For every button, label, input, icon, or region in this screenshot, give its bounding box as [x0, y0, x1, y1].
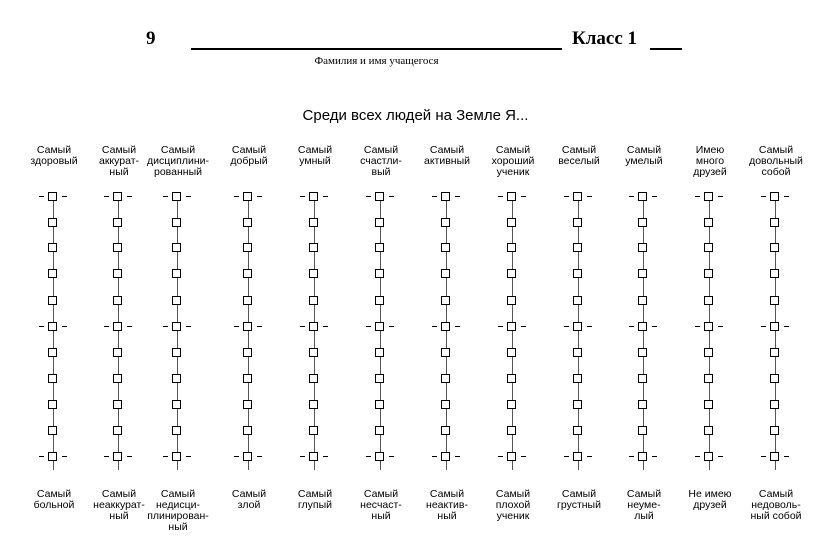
scale-top-label: Имею много друзей	[693, 144, 727, 178]
rating-checkbox[interactable]	[375, 374, 384, 383]
rating-checkbox[interactable]	[704, 374, 713, 383]
rating-checkbox[interactable]	[309, 452, 318, 461]
rating-checkbox[interactable]	[441, 348, 450, 357]
rating-checkbox[interactable]	[441, 322, 450, 331]
scale-tick-mark	[62, 326, 67, 327]
rating-checkbox[interactable]	[770, 218, 779, 227]
rating-checkbox[interactable]	[375, 348, 384, 357]
scale-tick-mark	[455, 196, 460, 197]
scale-tick-mark	[104, 326, 109, 327]
scale-tick-mark	[784, 456, 789, 457]
scale-tick-mark	[104, 456, 109, 457]
scale-tick-mark	[695, 196, 700, 197]
rating-checkbox[interactable]	[638, 400, 647, 409]
scale-tick-mark	[587, 196, 592, 197]
rating-checkbox[interactable]	[638, 218, 647, 227]
rating-checkbox[interactable]	[704, 426, 713, 435]
rating-checkbox[interactable]	[573, 269, 582, 278]
rating-checkbox[interactable]	[48, 374, 57, 383]
rating-checkbox[interactable]	[309, 426, 318, 435]
scale-tick-mark	[234, 326, 239, 327]
rating-checkbox[interactable]	[507, 426, 516, 435]
rating-checkbox[interactable]	[507, 192, 516, 201]
rating-checkbox[interactable]	[573, 400, 582, 409]
rating-checkbox[interactable]	[770, 322, 779, 331]
scale-tick-mark	[62, 456, 67, 457]
rating-checkbox[interactable]	[309, 400, 318, 409]
rating-checkbox[interactable]	[172, 374, 181, 383]
rating-checkbox[interactable]	[243, 192, 252, 201]
rating-checkbox[interactable]	[48, 269, 57, 278]
scale-tick-mark	[587, 456, 592, 457]
rating-checkbox[interactable]	[113, 348, 122, 357]
scale-tick-mark	[163, 196, 168, 197]
rating-checkbox[interactable]	[507, 269, 516, 278]
rating-checkbox[interactable]	[113, 243, 122, 252]
rating-checkbox[interactable]	[638, 426, 647, 435]
scale-bottom-label: Самый недисци- плинирован- ный	[147, 488, 209, 533]
rating-checkbox[interactable]	[48, 426, 57, 435]
rating-checkbox[interactable]	[704, 452, 713, 461]
rating-checkbox[interactable]	[243, 426, 252, 435]
rating-checkbox[interactable]	[172, 400, 181, 409]
rating-checkbox[interactable]	[113, 218, 122, 227]
rating-scale	[415, 188, 479, 482]
scale-tick-mark	[39, 456, 44, 457]
scale-top-label: Самый веселый	[558, 144, 600, 167]
rating-checkbox[interactable]	[48, 296, 57, 305]
scale-tick-mark	[389, 196, 394, 197]
scale-tick-mark	[323, 456, 328, 457]
scale-tick-mark	[564, 326, 569, 327]
rating-checkbox[interactable]	[172, 269, 181, 278]
rating-checkbox[interactable]	[48, 322, 57, 331]
rating-checkbox[interactable]	[638, 192, 647, 201]
scale-bottom-label: Самый недоволь- ный собой	[750, 488, 802, 522]
name-caption: Фамилия и имя учащегося	[314, 55, 439, 67]
scale-bottom-label: Самый грустный	[557, 488, 601, 511]
rating-checkbox[interactable]	[309, 243, 318, 252]
rating-checkbox[interactable]	[48, 243, 57, 252]
scale-bottom-label: Самый больной	[33, 488, 75, 511]
scale-tick-mark	[564, 196, 569, 197]
rating-checkbox[interactable]	[573, 348, 582, 357]
rating-checkbox[interactable]	[704, 218, 713, 227]
rating-checkbox[interactable]	[309, 296, 318, 305]
scale-tick-mark	[629, 196, 634, 197]
rating-checkbox[interactable]	[375, 269, 384, 278]
scale-top-label: Самый дисциплини- рованный	[147, 144, 209, 178]
scale-tick-mark	[300, 326, 305, 327]
scale-bottom-label: Самый глупый	[297, 488, 333, 511]
scale-top-label: Самый счастли- вый	[360, 144, 402, 178]
rating-checkbox[interactable]	[309, 322, 318, 331]
rating-checkbox[interactable]	[638, 243, 647, 252]
rating-checkbox[interactable]	[309, 269, 318, 278]
scale-tick-mark	[104, 196, 109, 197]
rating-checkbox[interactable]	[441, 452, 450, 461]
header-line	[0, 28, 831, 58]
rating-checkbox[interactable]	[172, 452, 181, 461]
rating-checkbox[interactable]	[704, 269, 713, 278]
scale-tick-mark	[432, 196, 437, 197]
rating-checkbox[interactable]	[48, 218, 57, 227]
rating-checkbox[interactable]	[441, 218, 450, 227]
rating-checkbox[interactable]	[375, 452, 384, 461]
rating-checkbox[interactable]	[441, 400, 450, 409]
scale-tick-mark	[234, 196, 239, 197]
scale-tick-mark	[62, 196, 67, 197]
rating-checkbox[interactable]	[704, 243, 713, 252]
rating-checkbox[interactable]	[113, 400, 122, 409]
rating-checkbox[interactable]	[48, 452, 57, 461]
rating-checkbox[interactable]	[441, 374, 450, 383]
rating-checkbox[interactable]	[507, 374, 516, 383]
scale-tick-mark	[498, 326, 503, 327]
rating-checkbox[interactable]	[573, 192, 582, 201]
rating-checkbox[interactable]	[375, 322, 384, 331]
scale-tick-mark	[718, 456, 723, 457]
rating-checkbox[interactable]	[113, 452, 122, 461]
rating-checkbox[interactable]	[113, 296, 122, 305]
scale-tick-mark	[761, 456, 766, 457]
scale-tick-mark	[389, 326, 394, 327]
rating-checkbox[interactable]	[704, 192, 713, 201]
rating-checkbox[interactable]	[507, 218, 516, 227]
rating-checkbox[interactable]	[172, 348, 181, 357]
rating-checkbox[interactable]	[441, 269, 450, 278]
rating-checkbox[interactable]	[172, 296, 181, 305]
rating-scale	[481, 188, 545, 482]
rating-checkbox[interactable]	[638, 348, 647, 357]
scale-tick-mark	[257, 196, 262, 197]
rating-scale	[744, 188, 808, 482]
scale-tick-mark	[432, 326, 437, 327]
rating-checkbox[interactable]	[770, 269, 779, 278]
scale-tick-mark	[257, 326, 262, 327]
scale-tick-mark	[163, 456, 168, 457]
rating-checkbox[interactable]	[704, 322, 713, 331]
rating-checkbox[interactable]	[573, 243, 582, 252]
scale-tick-mark	[521, 456, 526, 457]
rating-checkbox[interactable]	[770, 243, 779, 252]
scale-bottom-label: Самый несчаст- ный	[360, 488, 402, 522]
scale-tick-mark	[521, 326, 526, 327]
scale-tick-mark	[629, 456, 634, 457]
scale-tick-mark	[127, 456, 132, 457]
scales-title: Среди всех людей на Земле Я...	[302, 107, 529, 124]
scale-tick-mark	[629, 326, 634, 327]
rating-scale	[349, 188, 413, 482]
scale-tick-mark	[498, 456, 503, 457]
rating-checkbox[interactable]	[507, 400, 516, 409]
scale-tick-mark	[652, 456, 657, 457]
rating-checkbox[interactable]	[113, 322, 122, 331]
rating-checkbox[interactable]	[770, 192, 779, 201]
scale-tick-mark	[163, 326, 168, 327]
rating-checkbox[interactable]	[113, 192, 122, 201]
rating-checkbox[interactable]	[770, 296, 779, 305]
rating-checkbox[interactable]	[243, 243, 252, 252]
rating-scale	[217, 188, 281, 482]
scale-tick-mark	[564, 456, 569, 457]
rating-checkbox[interactable]	[243, 348, 252, 357]
scale-tick-mark	[127, 196, 132, 197]
rating-checkbox[interactable]	[507, 452, 516, 461]
scale-tick-mark	[587, 326, 592, 327]
rating-checkbox[interactable]	[375, 296, 384, 305]
scale-tick-mark	[366, 326, 371, 327]
rating-checkbox[interactable]	[507, 322, 516, 331]
scale-bottom-label: Самый плохой ученик	[495, 488, 531, 522]
rating-checkbox[interactable]	[113, 426, 122, 435]
scale-tick-mark	[323, 326, 328, 327]
scale-top-label: Самый добрый	[230, 144, 268, 167]
scale-tick-mark	[652, 326, 657, 327]
rating-checkbox[interactable]	[573, 426, 582, 435]
scale-top-label: Самый умелый	[625, 144, 663, 167]
rating-checkbox[interactable]	[375, 426, 384, 435]
rating-checkbox[interactable]	[441, 296, 450, 305]
scale-tick-mark	[784, 326, 789, 327]
scale-tick-mark	[366, 196, 371, 197]
rating-checkbox[interactable]	[172, 192, 181, 201]
rating-checkbox[interactable]	[309, 348, 318, 357]
scale-tick-mark	[234, 456, 239, 457]
rating-checkbox[interactable]	[770, 400, 779, 409]
rating-checkbox[interactable]	[573, 322, 582, 331]
rating-checkbox[interactable]	[172, 426, 181, 435]
rating-checkbox[interactable]	[243, 269, 252, 278]
scale-bottom-label: Не имею друзей	[688, 488, 732, 511]
scale-top-label: Самый аккурат- ный	[98, 144, 140, 178]
rating-checkbox[interactable]	[638, 296, 647, 305]
rating-checkbox[interactable]	[638, 322, 647, 331]
scale-tick-mark	[366, 456, 371, 457]
rating-checkbox[interactable]	[638, 452, 647, 461]
scale-tick-mark	[300, 456, 305, 457]
student-name-field[interactable]	[191, 48, 562, 50]
rating-checkbox[interactable]	[573, 218, 582, 227]
rating-checkbox[interactable]	[113, 269, 122, 278]
rating-checkbox[interactable]	[441, 426, 450, 435]
rating-checkbox[interactable]	[573, 452, 582, 461]
scale-bottom-label: Самый неактив- ный	[426, 488, 468, 522]
rating-checkbox[interactable]	[309, 374, 318, 383]
rating-checkbox[interactable]	[243, 218, 252, 227]
scale-tick-mark	[300, 196, 305, 197]
rating-checkbox[interactable]	[704, 348, 713, 357]
rating-scale	[678, 188, 742, 482]
rating-checkbox[interactable]	[770, 426, 779, 435]
rating-checkbox[interactable]	[243, 374, 252, 383]
scale-tick-mark	[127, 326, 132, 327]
scale-tick-mark	[186, 196, 191, 197]
scale-tick-mark	[784, 196, 789, 197]
rating-checkbox[interactable]	[309, 192, 318, 201]
scale-tick-mark	[323, 196, 328, 197]
scale-tick-mark	[39, 196, 44, 197]
rating-checkbox[interactable]	[441, 192, 450, 201]
rating-checkbox[interactable]	[172, 322, 181, 331]
rating-checkbox[interactable]	[172, 243, 181, 252]
rating-checkbox[interactable]	[243, 452, 252, 461]
rating-checkbox[interactable]	[243, 296, 252, 305]
rating-scale	[283, 188, 347, 482]
rating-checkbox[interactable]	[573, 296, 582, 305]
rating-checkbox[interactable]	[375, 243, 384, 252]
scale-tick-mark	[455, 456, 460, 457]
rating-checkbox[interactable]	[441, 243, 450, 252]
rating-scale	[22, 188, 86, 482]
rating-scale	[547, 188, 611, 482]
rating-checkbox[interactable]	[770, 452, 779, 461]
rating-scale	[87, 188, 151, 482]
scale-top-label: Самый здоровый	[30, 144, 78, 167]
rating-scale	[612, 188, 676, 482]
class-label: Класс 1	[572, 28, 638, 49]
rating-checkbox[interactable]	[704, 296, 713, 305]
rating-checkbox[interactable]	[172, 218, 181, 227]
rating-checkbox[interactable]	[243, 400, 252, 409]
rating-checkbox[interactable]	[243, 322, 252, 331]
rating-checkbox[interactable]	[770, 374, 779, 383]
scale-tick-mark	[521, 196, 526, 197]
scale-tick-mark	[695, 456, 700, 457]
rating-checkbox[interactable]	[375, 192, 384, 201]
rating-checkbox[interactable]	[770, 348, 779, 357]
scale-top-label: Самый активный	[423, 144, 470, 167]
rating-checkbox[interactable]	[507, 243, 516, 252]
scale-tick-mark	[257, 456, 262, 457]
scale-bottom-label: Самый неуме- лый	[626, 488, 662, 522]
scale-tick-mark	[652, 196, 657, 197]
scale-tick-mark	[39, 326, 44, 327]
scale-top-label: Самый умный	[297, 144, 333, 167]
scale-tick-mark	[186, 326, 191, 327]
rating-checkbox[interactable]	[573, 374, 582, 383]
scale-tick-mark	[695, 326, 700, 327]
rating-checkbox[interactable]	[48, 348, 57, 357]
rating-checkbox[interactable]	[507, 348, 516, 357]
rating-checkbox[interactable]	[638, 269, 647, 278]
rating-checkbox[interactable]	[638, 374, 647, 383]
scale-tick-mark	[186, 456, 191, 457]
scale-tick-mark	[432, 456, 437, 457]
scale-top-label: Самый довольный собой	[749, 144, 803, 178]
rating-checkbox[interactable]	[375, 400, 384, 409]
rating-checkbox[interactable]	[507, 296, 516, 305]
rating-checkbox[interactable]	[704, 400, 713, 409]
scale-tick-mark	[498, 196, 503, 197]
rating-scale	[146, 188, 210, 482]
scale-bottom-label: Самый злой	[231, 488, 267, 511]
rating-checkbox[interactable]	[309, 218, 318, 227]
scale-tick-mark	[761, 196, 766, 197]
rating-checkbox[interactable]	[113, 374, 122, 383]
scale-top-label: Самый хороший ученик	[491, 144, 535, 178]
class-field[interactable]	[650, 48, 682, 50]
scale-tick-mark	[389, 456, 394, 457]
rating-checkbox[interactable]	[48, 192, 57, 201]
worksheet-number: 9	[146, 28, 156, 49]
scale-bottom-label: Самый неаккурат- ный	[93, 488, 145, 522]
rating-checkbox[interactable]	[48, 400, 57, 409]
scale-tick-mark	[455, 326, 460, 327]
scale-tick-mark	[718, 326, 723, 327]
rating-checkbox[interactable]	[375, 218, 384, 227]
scale-tick-mark	[761, 326, 766, 327]
scale-tick-mark	[718, 196, 723, 197]
